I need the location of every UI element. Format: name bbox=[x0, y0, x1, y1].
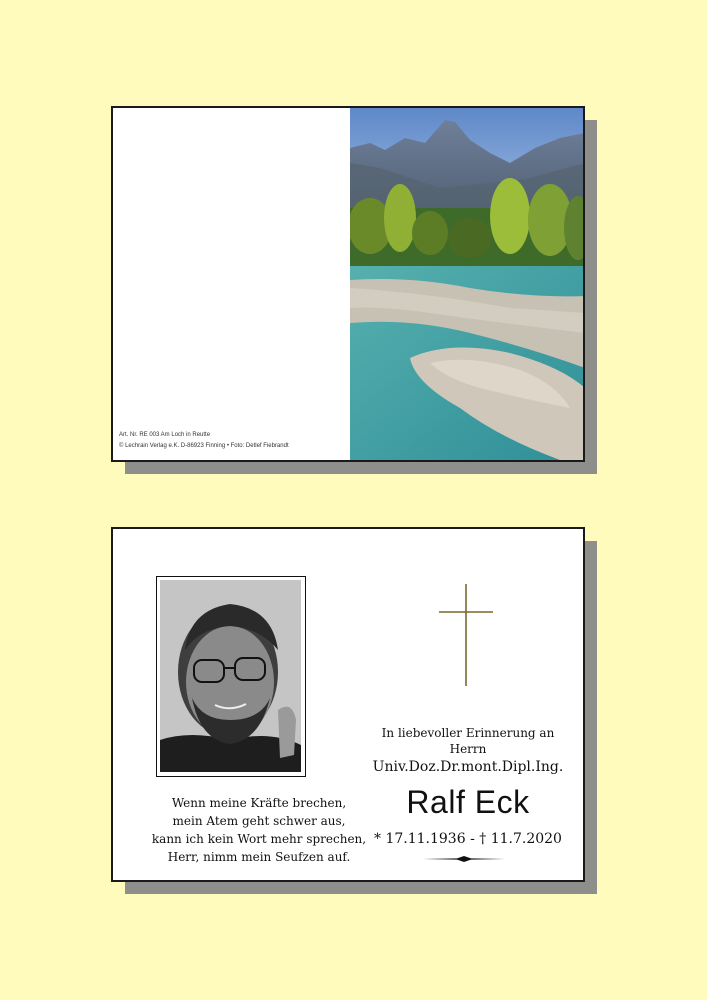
cross-icon bbox=[439, 584, 493, 686]
poem-line-1: Wenn meine Kräfte brechen, bbox=[171, 796, 347, 810]
poem-line-3: kann ich kein Wort mehr sprechen, bbox=[151, 832, 367, 846]
poem-line-2: mein Atem geht schwer aus, bbox=[172, 814, 346, 828]
card-inside-blank bbox=[113, 108, 350, 460]
memory-line-1: In liebevoller Erinnerung an bbox=[381, 726, 555, 740]
landscape-photo bbox=[350, 108, 585, 460]
deceased-name: Ralf Eck bbox=[406, 784, 530, 820]
card-inside bbox=[111, 527, 585, 882]
memory-line-2: Herrn bbox=[449, 742, 487, 756]
ornament-divider-icon bbox=[423, 855, 505, 863]
card-front bbox=[111, 106, 585, 462]
life-dates: * 17.11.1936 - † 11.7.2020 bbox=[374, 831, 562, 847]
poem-line-4: Herr, nimm mein Seufzen auf. bbox=[167, 850, 351, 864]
card-credits bbox=[119, 430, 289, 452]
credit-line-1: Art. Nr. RE 003 Am Loch in Reutte bbox=[119, 432, 211, 438]
credit-line-2: © Lechrain Verlag e.K. D-86923 Finning • Foto: Detlef Fiebrandt bbox=[119, 443, 289, 449]
portrait-photo bbox=[160, 580, 301, 772]
deceased-title: Univ.Doz.Dr.mont.Dipl.Ing. bbox=[372, 759, 564, 775]
portrait-photo-frame bbox=[156, 576, 306, 777]
